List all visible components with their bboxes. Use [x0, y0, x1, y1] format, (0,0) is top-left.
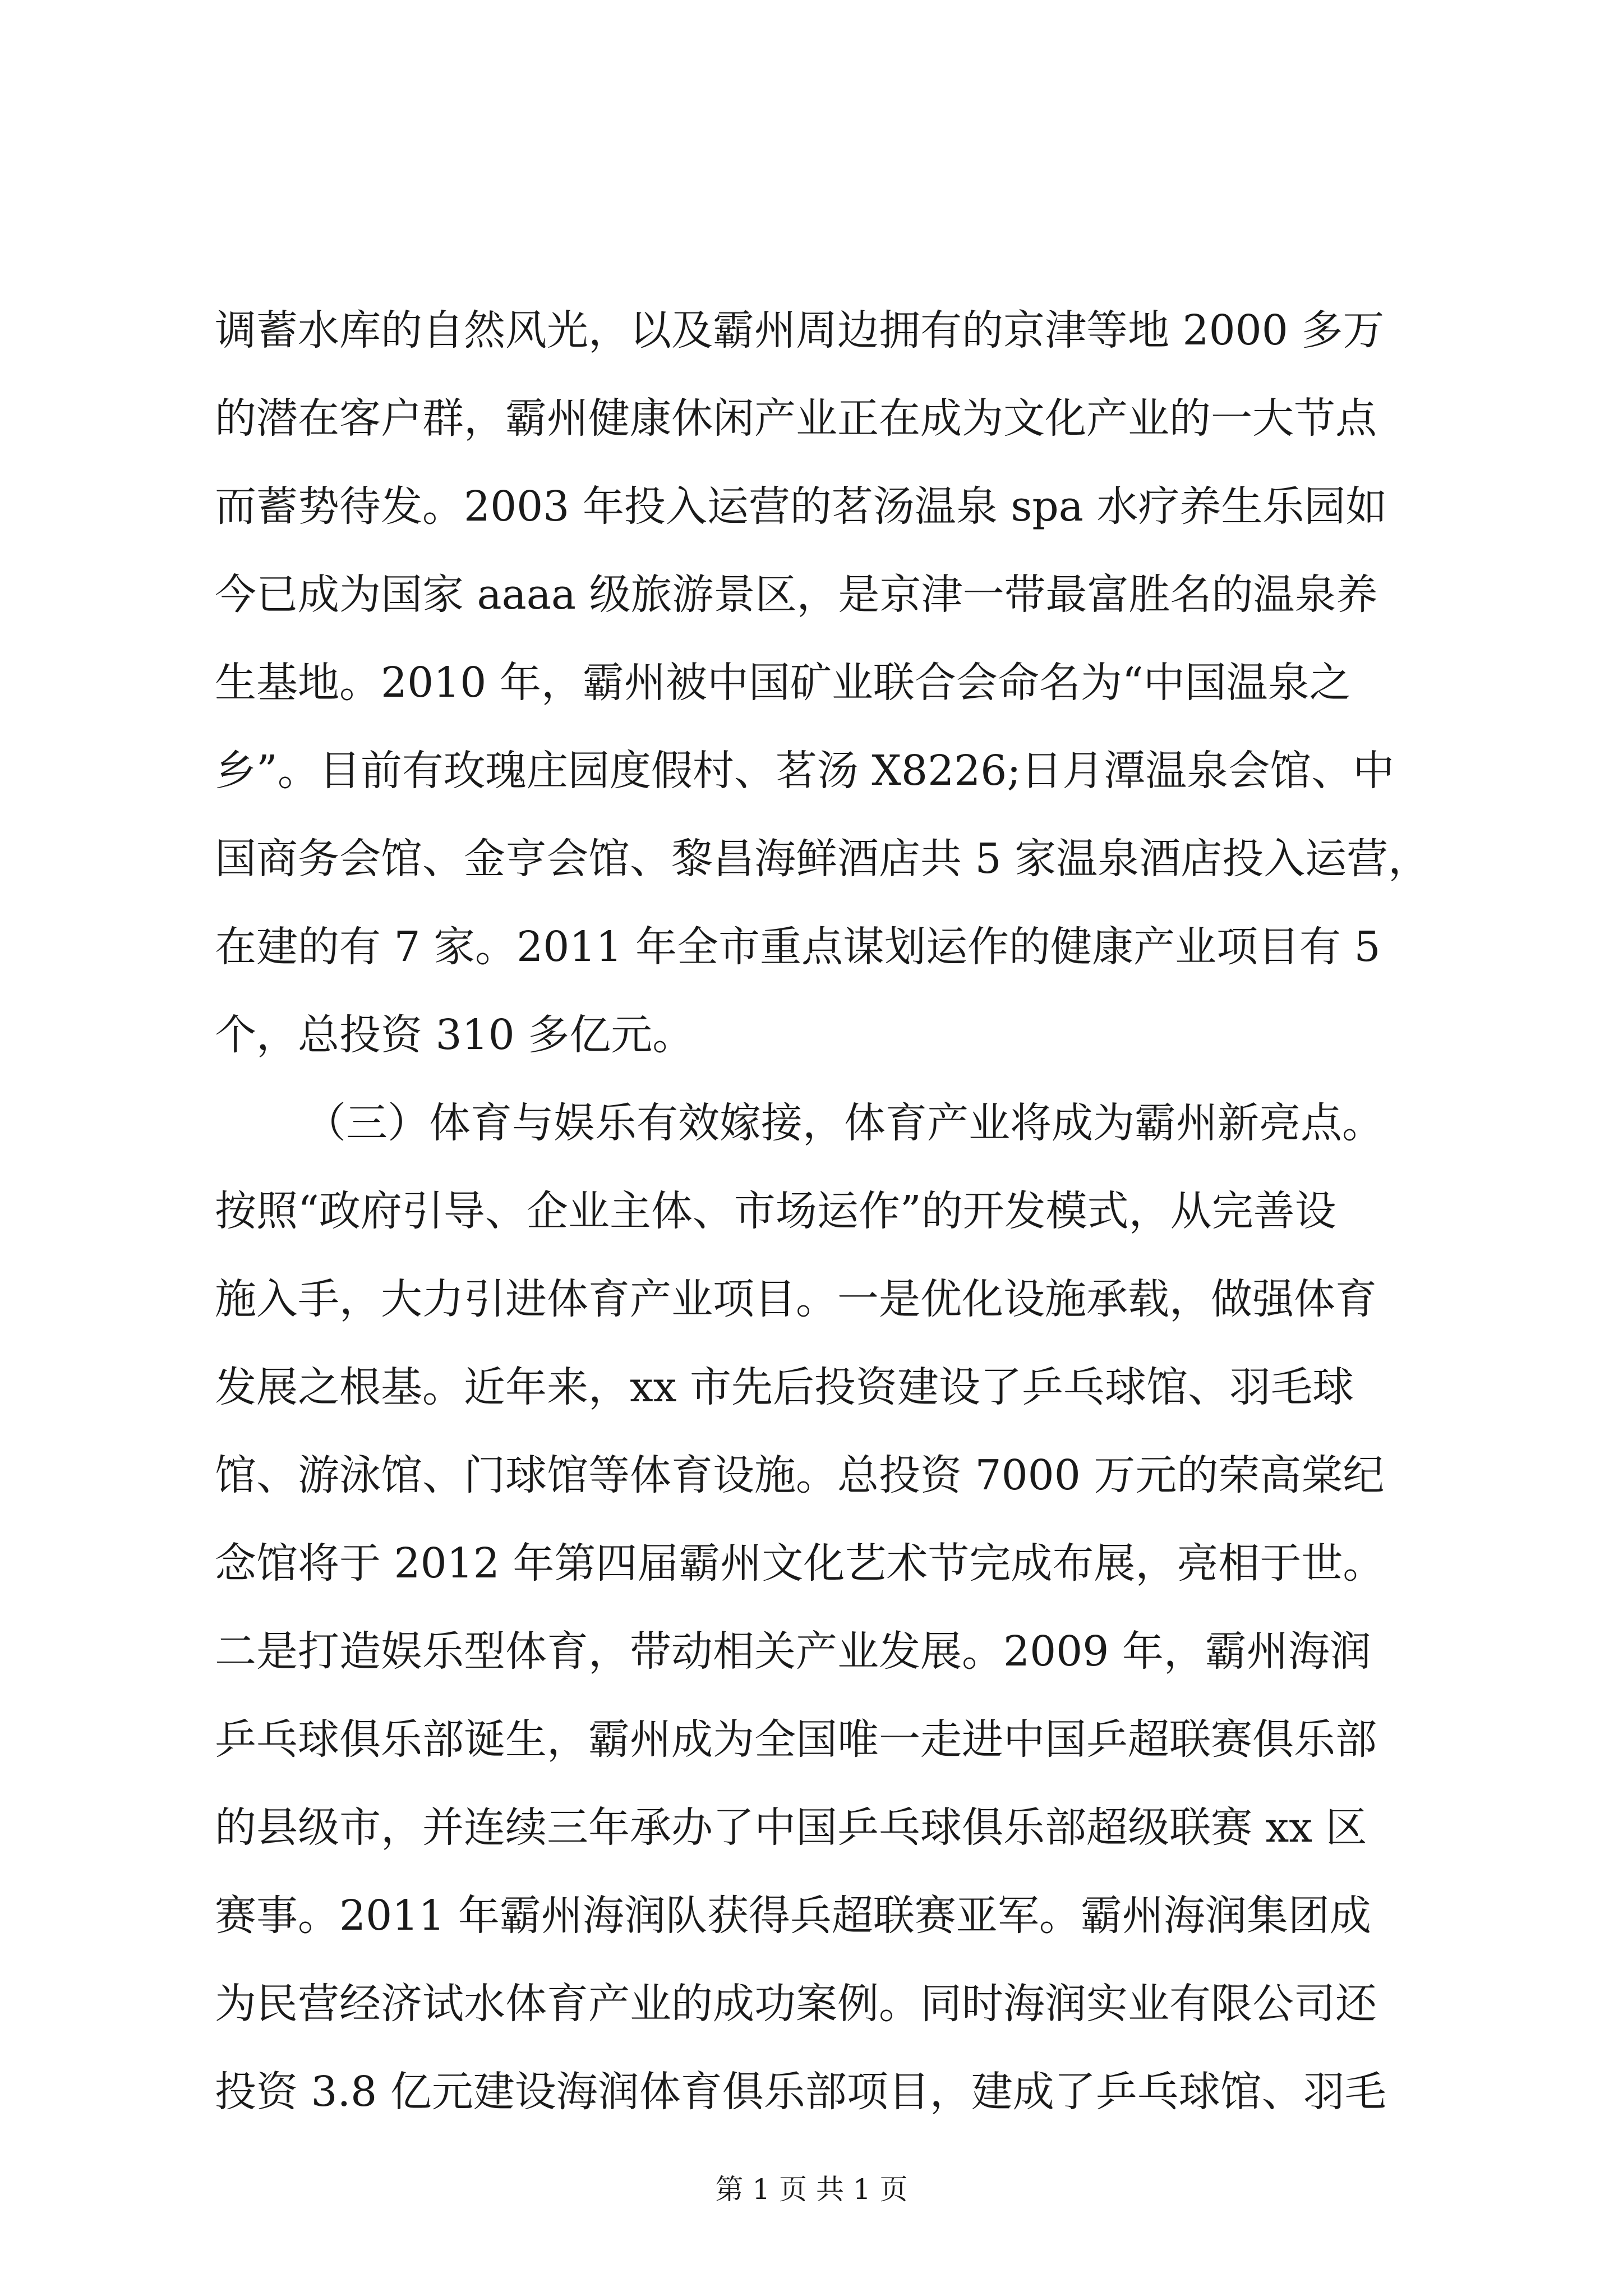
text-line: 在建的有 7 家。2011 年全市重点谋划运作的健康产业项目有 5 [215, 923, 1381, 971]
text-line: 赛事。2011 年霸州海润队获得兵超联赛亚军。霸州海润集团成 [215, 1892, 1371, 1940]
text-line: 馆、游泳馆、门球馆等体育设施。总投资 7000 万元的荣高棠纪 [215, 1451, 1385, 1499]
text-line: 二是打造娱乐型体育，带动相关产业发展。2009 年，霸州海润 [215, 1627, 1371, 1676]
text-line: 个，总投资 310 多亿元。 [215, 1011, 694, 1059]
section-heading-line: （三）体育与娱乐有效嫁接，体育产业将成为霸州新亮点。 [305, 1099, 1384, 1147]
body-text [215, 300, 1430, 2149]
text-line: 乒乓球俱乐部诞生，霸州成为全国唯一走进中国乒超联赛俱乐部 [215, 1715, 1377, 1764]
text-line: 施入手，大力引进体育产业项目。一是优化设施承载，做强体育 [215, 1275, 1377, 1323]
text-line: 的潜在客户群，霸州健康休闲产业正在成为文化产业的一大节点 [215, 394, 1377, 443]
text-line: 发展之根基。近年来，xx 市先后投资建设了乒乓球馆、羽毛球 [215, 1363, 1354, 1411]
text-line: 今已成为国家 aaaa 级旅游景区，是京津一带最富胜名的温泉养 [215, 570, 1378, 619]
text-line: 而蓄势待发。2003 年投入运营的茗汤温泉 spa 水疗养生乐园如 [215, 482, 1387, 531]
text-line: 乡”。目前有玫瑰庄园度假村、茗汤 X8226;日月潭温泉会馆、中 [215, 747, 1395, 795]
text-line: 调蓄水库的自然风光，以及霸州周边拥有的京津等地 2000 多万 [215, 306, 1385, 355]
text-line: 为民营经济试水体育产业的成功案例。同时海润实业有限公司还 [215, 1980, 1377, 2028]
text-line: 的县级市，并连续三年承办了中国乒乓球俱乐部超级联赛 xx 区 [215, 1803, 1367, 1852]
text-line: 投资 3.8 亿元建设海润体育俱乐部项目，建成了乒乓球馆、羽毛 [215, 2068, 1386, 2116]
text-line: 国商务会馆、金亨会馆、黎昌海鲜酒店共 5 家温泉酒店投入运营， [215, 835, 1430, 883]
text-line: 生基地。2010 年，霸州被中国矿业联合会命名为“中国温泉之 [215, 659, 1351, 707]
text-line: 念馆将于 2012 年第四届霸州文化艺术节完成布展，亮相于世。 [215, 1539, 1385, 1588]
page-footer: 第 1 页 共 1 页 [715, 2173, 908, 2206]
text-line: 按照“政府引导、企业主体、市场运作”的开发模式，从完善设 [215, 1187, 1336, 1235]
